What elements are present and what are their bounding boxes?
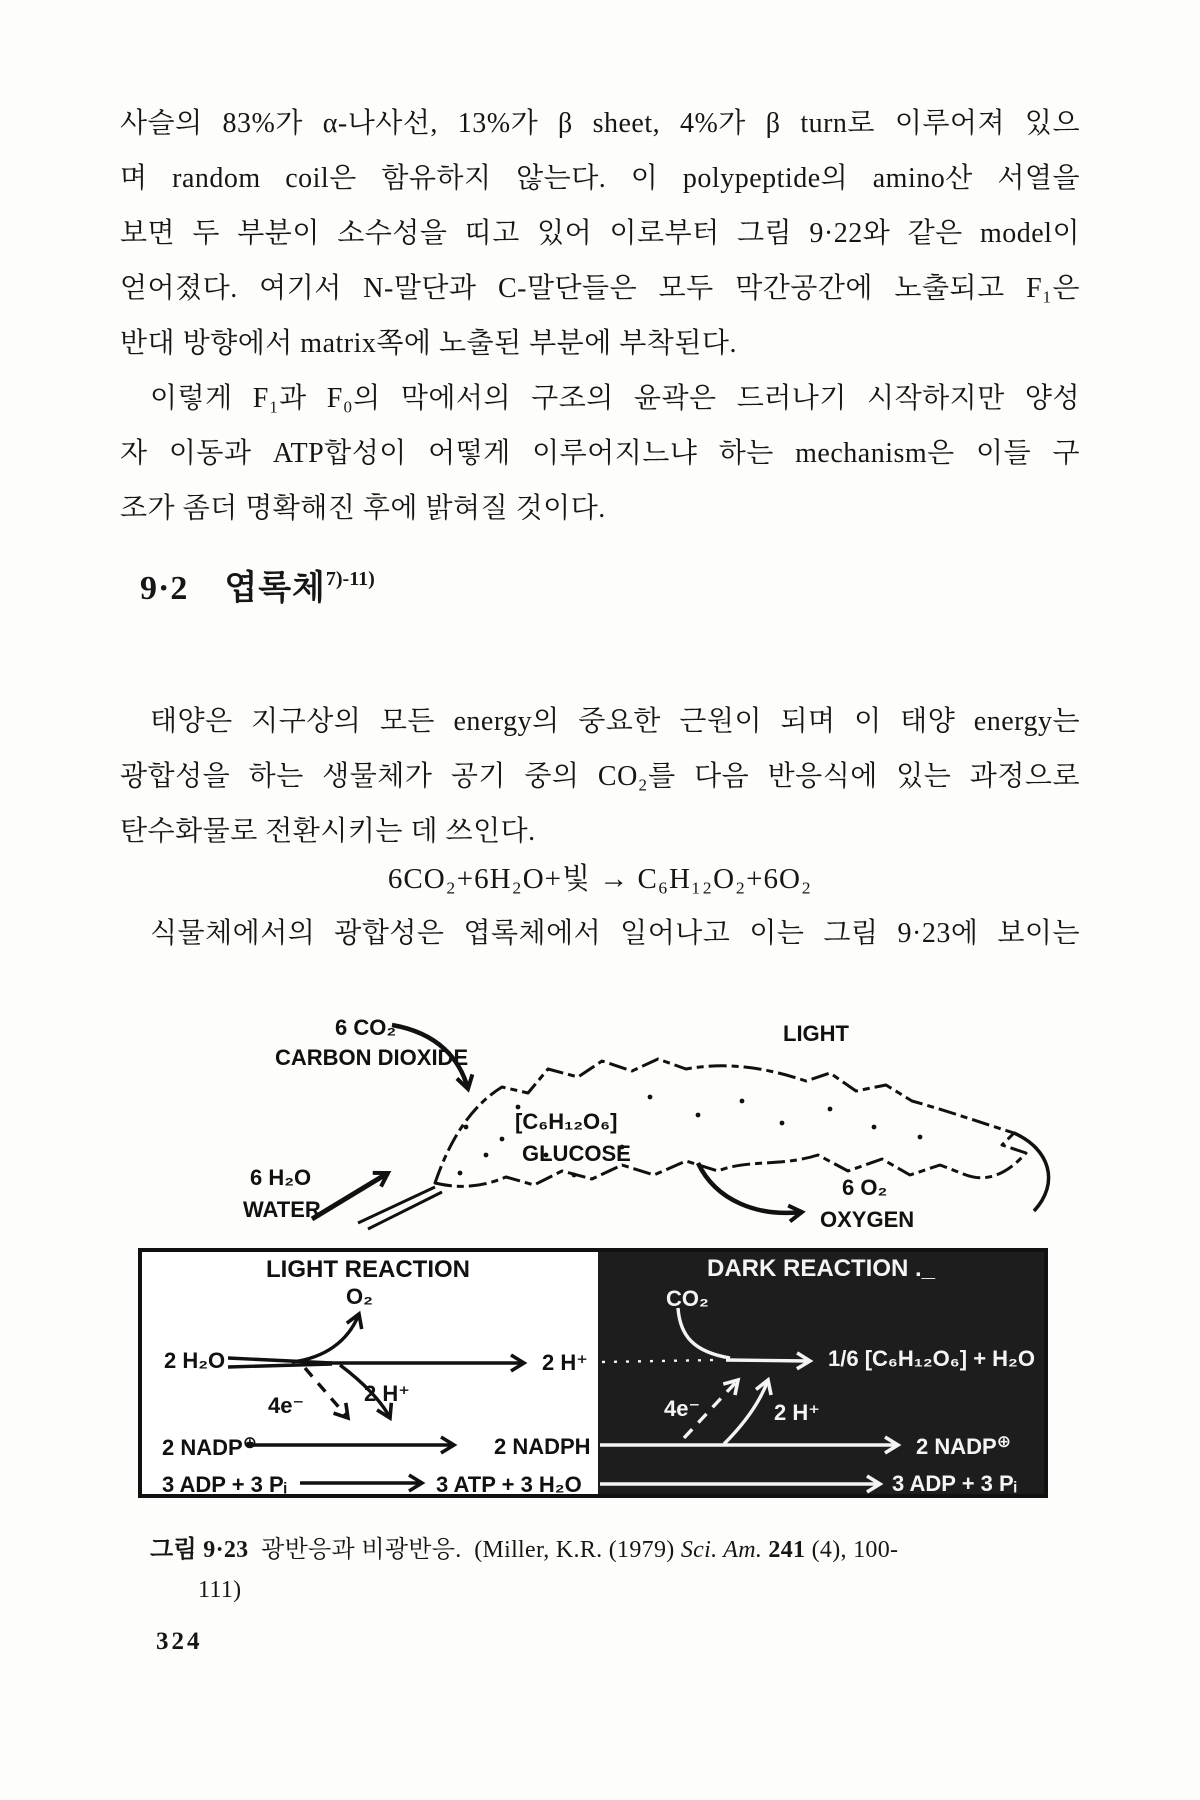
glucose-formula-label: [C₆H₁₂O₆]	[515, 1109, 618, 1134]
nadp-plus-symbol: ⊕	[242, 1433, 257, 1452]
co2-entry-curve	[678, 1308, 730, 1358]
caption-volume: 241	[762, 1537, 806, 1563]
body-text-line: 며 random coil은 함유하지 않는다. 이 polypeptide의 amino산 서열을	[120, 163, 1080, 194]
body-paragraph-4	[120, 906, 1080, 961]
o2-release-arrow	[292, 1314, 359, 1362]
electrons-dark-label: 4e⁻	[664, 1396, 701, 1421]
glucose-label: GLUCOSE	[522, 1141, 631, 1166]
photosynthesis-equation: 6CO₂+6H₂O+빛 → C₆H₁₂O₂+6O₂	[387, 863, 813, 895]
o2-label: O₂	[346, 1284, 373, 1309]
reaction-diagram-box	[138, 1248, 1048, 1498]
co2-quantity-label: 6 CO₂	[335, 1015, 397, 1040]
adp-input-label: 3 ADP + 3 Pᵢ	[162, 1472, 287, 1497]
h-lead-dotted-line	[602, 1360, 716, 1362]
dark-reaction-title: DARK REACTION ._	[706, 1255, 935, 1282]
o2-quantity-label: 6 O₂	[842, 1175, 888, 1200]
protons-label: 2 H⁺	[364, 1381, 410, 1406]
water-arrow	[312, 1173, 388, 1219]
caption-title: 광반응과 비광반응.	[261, 1537, 462, 1563]
reaction-arrows-drawing	[142, 1252, 1044, 1497]
nadp-input-text: 2 NADP	[162, 1435, 243, 1460]
nadp-return-label	[916, 1433, 1011, 1458]
body-paragraph-3	[120, 694, 1080, 859]
adp-return-label: 3 ADP + 3 Pᵢ	[892, 1471, 1017, 1496]
caption-issue-pages: (4), 100-	[805, 1537, 899, 1563]
body-paragraph-1	[120, 96, 1080, 536]
water-label: WATER	[243, 1197, 321, 1222]
body-text-line: 이렇게 F₁과 F₀의 막에서의 구조의 윤곽은 드러나기 시작하지만 양성	[150, 383, 1080, 414]
body-text-line: 보면 두 부분이 소수성을 띠고 있어 이로부터 그림 9·22와 같은 model이	[120, 218, 1080, 249]
body-text-line: 태양은 지구상의 모든 energy의 중요한 근원이 되며 이 태양 energy는	[150, 706, 1080, 737]
body-text-line: 사슬의 83%가 α-나사선, 13%가 β sheet, 4%가 β turn로 이루어져 있으	[120, 108, 1080, 139]
figure-caption	[150, 1530, 1070, 1610]
body-text-line: 식물체에서의 광합성은 엽록체에서 일어나고 이는 그림 9·23에 보이는	[150, 918, 1080, 949]
light-reaction-title: LIGHT REACTION	[266, 1256, 470, 1283]
water-quantity-label: 6 H₂O	[250, 1165, 312, 1190]
leaf-photosynthesis-figure	[130, 1005, 1080, 1248]
carbon-dioxide-label: CARBON DIOXIDE	[275, 1045, 469, 1070]
body-text-line: 반대 방향에서 matrix쪽에 노출된 부분에 부착된다.	[120, 328, 737, 359]
glucose-product-label: 1/6 [C₆H₁₂O₆] + H₂O	[828, 1346, 1035, 1371]
oxygen-label: OXYGEN	[820, 1207, 915, 1232]
electron-dashed-arrow	[305, 1368, 348, 1418]
body-text-line: 조가 좀더 명확해진 후에 밝혀질 것이다.	[120, 493, 606, 524]
body-text-line: 광합성을 하는 생물체가 공기 중의 CO₂를 다음 반응식에 있는 과정으로	[120, 761, 1080, 792]
nadp-return-plus-symbol: ⊕	[996, 1432, 1011, 1451]
protons-dark-label: 2 H⁺	[774, 1400, 820, 1425]
light-label: LIGHT	[783, 1021, 849, 1046]
electrons-label: 4e⁻	[268, 1393, 305, 1418]
h-plus-output-label: 2 H⁺	[542, 1350, 588, 1375]
body-text-line: 탄수화물로 전환시키는 데 쓰인다.	[120, 816, 536, 847]
leaf-outline	[358, 1059, 1049, 1232]
section-title: 엽록체	[224, 570, 326, 607]
body-text-line: 자 이동과 ATP합성이 어떻게 이루어지느냐 하는 mechanism은 이들 구	[120, 438, 1080, 469]
dark-reaction-arrows	[600, 1308, 898, 1484]
nadp-return-text: 2 NADP	[916, 1434, 997, 1459]
nadph-output-label: 2 NADPH	[494, 1434, 591, 1459]
caption-journal: Sci. Am.	[680, 1537, 763, 1563]
body-text-line: 얻어졌다. 여기서 N-말단과 C-말단들은 모두 막간공간에 노출되고 F₁은	[120, 273, 1080, 304]
caption-line2: 111)	[198, 1577, 242, 1603]
nadp-input-label	[162, 1434, 257, 1459]
section-reference-superscript: 7)-11)	[325, 568, 375, 590]
caption-reference: (Miller, K.R. (1979)	[474, 1537, 681, 1563]
glucose-product-arrow	[726, 1360, 810, 1361]
section-number: 9·2	[140, 570, 189, 607]
h2o-input-label: 2 H₂O	[164, 1348, 226, 1373]
atp-output-label: 3 ATP + 3 H₂O	[436, 1472, 582, 1497]
page-number: 324	[156, 1628, 203, 1655]
caption-figure-number: 그림 9·23	[150, 1537, 249, 1563]
section-heading	[140, 560, 375, 609]
co2-dark-label: CO₂	[666, 1286, 709, 1311]
